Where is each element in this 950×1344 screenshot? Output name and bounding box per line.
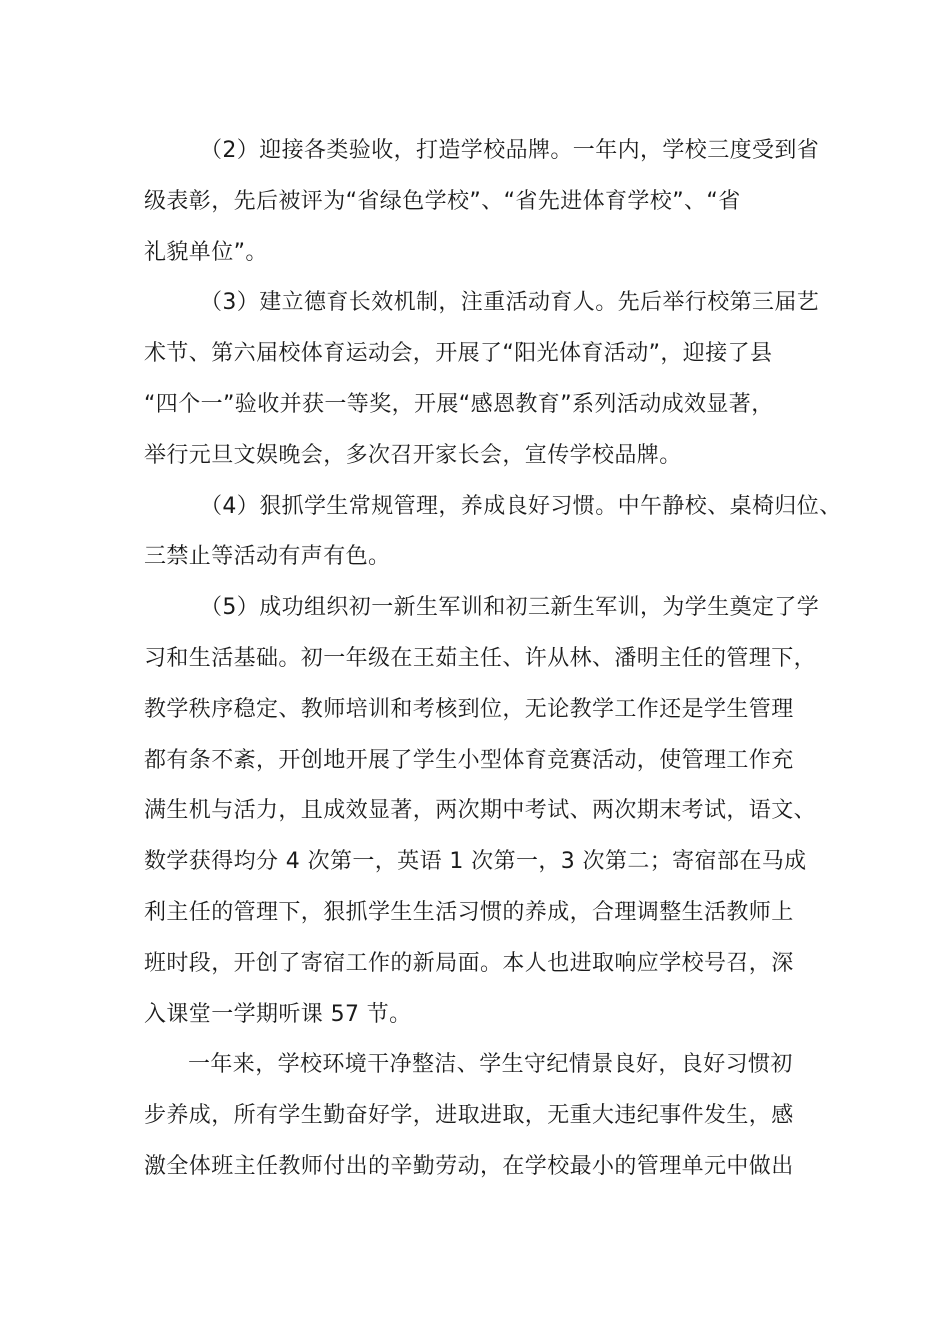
text-line: 习和生活基础。初一年级在王茹主任、许从林、潘明主任的管理下， [144, 645, 817, 671]
text-line: 一年来，学校环境干净整洁、学生守纪情景良好，良好习惯初 [188, 1052, 793, 1078]
paragraph-summary [144, 1040, 814, 1192]
text-line: 举行元旦文娱晚会，多次召开家长会，宣传学校品牌。 [144, 442, 682, 468]
text-line: 教学秩序稳定、教师培训和考核到位，无论教学工作还是学生管理 [144, 696, 794, 722]
text-line: 数学获得均分 4 次第一，英语 1 次第一，3 次第二；寄宿部在马成 [144, 849, 807, 875]
text-line: 都有条不紊，开创地开展了学生小型体育竞赛活动，使管理工作充 [144, 747, 794, 773]
paragraph-2 [144, 126, 820, 278]
text-line: 三禁止等活动有声有色。 [144, 544, 391, 570]
paragraph-4 [144, 482, 842, 584]
text-line: 级表彰，先后被评为“省绿色学校”、“省先进体育学校”、“省 [144, 188, 741, 214]
text-line: （5）成功组织初一新生军训和初三新生军训，为学生奠定了学 [200, 595, 820, 621]
text-line: 步养成，所有学生勤奋好学，进取进取，无重大违纪事件发生，感 [144, 1103, 794, 1129]
text-line: 激全体班主任教师付出的辛勤劳动，在学校最小的管理单元中做出 [144, 1153, 794, 1179]
text-line: 礼貌单位”。 [144, 239, 268, 265]
text-line: （4）狠抓学生常规管理，养成良好习惯。中午静校、桌椅归位、 [200, 493, 842, 519]
text-line: 满生机与活力，且成效显著，两次期中考试、两次期末考试，语文、 [144, 798, 817, 824]
text-line: 班时段，开创了寄宿工作的新局面。本人也进取响应学校号召，深 [144, 950, 794, 976]
paragraph-5 [144, 583, 820, 1040]
document-body [144, 126, 842, 1193]
text-line: 利主任的管理下，狠抓学生生活习惯的养成，合理调整生活教师上 [144, 899, 794, 925]
text-line: “四个一”验收并获一等奖，开展“感恩教育”系列活动成效显著， [144, 391, 774, 417]
text-line: 入课堂一学期听课 57 节。 [144, 1001, 412, 1027]
text-line: 术节、第六届校体育运动会，开展了“阳光体育活动”，迎接了县 [144, 341, 773, 367]
paragraph-3 [144, 278, 820, 481]
text-line: （2）迎接各类验收，打造学校品牌。一年内，学校三度受到省 [200, 138, 820, 163]
text-line: （3）建立德育长效机制，注重活动育人。先后举行校第三届艺 [200, 290, 820, 316]
